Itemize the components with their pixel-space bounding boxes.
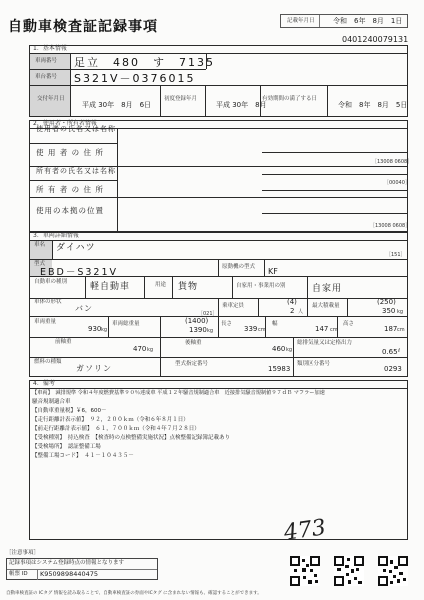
remark-line-1: 【車両】 減排規準 令和４年度燃費基準９０％達成車 平成１２年騒音規制適合車 近接排気騒音規制値９７ｄＢ マフラー加速 bbox=[32, 390, 325, 396]
issue-date-value: 令和 6年 8月 1日 bbox=[333, 17, 403, 25]
first-registration-value: 平成 30年 8月 bbox=[216, 101, 267, 109]
owner-name-code: ［00040］ bbox=[384, 180, 410, 186]
expiry-value: 令和 8年 8月 5日 bbox=[338, 101, 408, 109]
section1-header: 1．基本情報 bbox=[33, 45, 67, 52]
owner-name-label: 所有者の氏名又は名称 bbox=[36, 167, 116, 175]
weight-label: 車両重量 bbox=[34, 319, 57, 325]
maker-code: ［151］ bbox=[386, 252, 406, 258]
kind-label: 自動車の種別 bbox=[34, 279, 68, 285]
notes-ref-label: 帳票 ID bbox=[9, 571, 28, 577]
height-label: 高さ bbox=[343, 321, 355, 327]
remark-line-4: 【走行距離計表示値】 ９２，２００ｋｍ（令和６年８月１日） bbox=[32, 417, 189, 423]
weight-unit: kg bbox=[101, 327, 108, 333]
fuel-value: ガソリン bbox=[76, 364, 112, 373]
plate-label: 車両番号 bbox=[35, 58, 58, 64]
remark-line-7: 【受検場所】 認証整備工場 bbox=[32, 444, 101, 450]
category-label: 類別区分番号 bbox=[297, 361, 331, 367]
remark-line-6: 【受検種別】 持込検査 【検査時の点検整備実施状況】点検整備記録簿記載あり bbox=[32, 435, 231, 441]
gross-weight-value-2: 1390 bbox=[189, 326, 207, 334]
length-label: 長さ bbox=[221, 321, 233, 327]
qr-code-icon bbox=[334, 556, 364, 586]
designation-value: 15983 bbox=[268, 365, 291, 373]
front-axle-unit: kg bbox=[147, 347, 154, 353]
capacity-label: 乗車定員 bbox=[222, 303, 245, 309]
length-value: 339 bbox=[244, 325, 258, 333]
user-name-label: 使用者の氏名又は名称 bbox=[36, 125, 116, 133]
width-unit: cm bbox=[330, 327, 338, 333]
weight-value: 930 bbox=[88, 325, 102, 333]
footer-note: 自動車検査証の ICタグ 情報を読み取ることで、自動車検査証の券面やICタグ に含まれない情報も、確認することができます。 bbox=[6, 591, 262, 596]
fuel-label: 燃料の種類 bbox=[34, 359, 62, 365]
capacity-value-2: 2 bbox=[290, 307, 295, 315]
displacement-value: 0.65 bbox=[382, 348, 398, 356]
first-registration-label: 初度登録年月 bbox=[164, 96, 198, 102]
section3-header: 3．車両詳細情報 bbox=[33, 232, 79, 239]
width-label: 幅 bbox=[272, 321, 278, 327]
remark-line-2: 騒音規制適合車 bbox=[32, 399, 71, 405]
handwritten-number: 473 bbox=[282, 515, 328, 546]
remark-line-5: 【前走行距離計表示値】 ６１，７００ｋｍ（令和４年７月２８日） bbox=[32, 426, 200, 432]
section2-header: 2．使用者・所有者情報 bbox=[33, 120, 97, 127]
expiry-label: 有効期間の満了する日 bbox=[262, 96, 318, 102]
notes-text: 記録事項はシステム登録時点の情報となります bbox=[9, 560, 124, 566]
qr-code-icon bbox=[378, 556, 408, 586]
kind-value: 軽自動車 bbox=[90, 282, 131, 292]
chassis-value: S321V－0376015 bbox=[74, 72, 196, 85]
chassis-label: 車台番号 bbox=[35, 74, 58, 80]
capacity-unit: 人 bbox=[298, 309, 304, 315]
base-location-label: 使用の本拠の位置 bbox=[36, 206, 104, 215]
body-code: ［021］ bbox=[198, 311, 218, 317]
remark-line-3: 【自動車重量税】￥6，600－ bbox=[32, 408, 107, 414]
remarks-section bbox=[29, 380, 408, 540]
engine-label: 原動機の型式 bbox=[222, 264, 256, 270]
max-load-label: 最大積載量 bbox=[312, 303, 340, 309]
document-number: 0401240079131 bbox=[342, 35, 409, 44]
purpose-label: 自家用・事業用の別 bbox=[236, 283, 286, 289]
max-load-unit: kg bbox=[397, 309, 404, 315]
height-value: 187 bbox=[384, 325, 398, 333]
issue-date-box bbox=[280, 14, 408, 28]
use-label: 用途 bbox=[155, 282, 167, 288]
body-value: バン bbox=[75, 304, 93, 313]
category-value: 0293 bbox=[384, 365, 402, 373]
engine-value: KF bbox=[268, 267, 278, 276]
qr-code-icon bbox=[290, 556, 320, 586]
rear-axle-unit: kg bbox=[286, 347, 293, 353]
height-unit: cm bbox=[397, 327, 405, 333]
notes-ref-value: K9509898440475 bbox=[40, 570, 99, 578]
rear-axle-label: 後軸重 bbox=[185, 340, 202, 346]
notes-title: ［注意事項］ bbox=[6, 550, 40, 556]
use-value: 貨物 bbox=[178, 282, 199, 292]
remark-line-8: 【整備工場コード】 ４１－１０４３５－ bbox=[32, 453, 134, 459]
model-label: 型式 bbox=[34, 261, 46, 267]
length-unit: cm bbox=[258, 327, 266, 333]
issue-date-label: 記載年月日 bbox=[287, 18, 315, 24]
width-value: 147 bbox=[315, 325, 329, 333]
owner-address-label: 所 有 者 の 住 所 bbox=[36, 185, 104, 194]
displacement-unit: ℓ bbox=[398, 348, 401, 354]
base-location-code: ［13008 0608］ bbox=[370, 223, 411, 229]
max-load-value: (250) bbox=[377, 298, 396, 306]
plate-value: 足立 480 す 7135 bbox=[74, 56, 215, 69]
owner-info-section bbox=[29, 120, 411, 232]
user-address-label: 使 用 者 の 住 所 bbox=[36, 148, 104, 157]
issue-date-field-value: 平成 30年 8月 6日 bbox=[82, 101, 152, 109]
body-label: 車体の形状 bbox=[34, 299, 62, 305]
gross-weight-label: 車両総重量 bbox=[112, 321, 140, 327]
document-title: 自動車検査証記録事項 bbox=[8, 19, 158, 35]
capacity-value: (4) bbox=[287, 298, 297, 306]
front-axle-label: 前軸重 bbox=[55, 339, 72, 345]
gross-weight-value: (1400) bbox=[185, 317, 209, 325]
purpose-value: 自家用 bbox=[312, 284, 343, 294]
section4-header: 4．備考 bbox=[33, 380, 55, 387]
notes-box bbox=[6, 558, 158, 580]
gross-weight-unit: kg bbox=[207, 328, 214, 334]
issue-date-field-label: 交付年月日 bbox=[37, 96, 65, 102]
maker-value: ダイハツ bbox=[56, 243, 96, 253]
displacement-label: 総排気量又は定格出力 bbox=[297, 340, 353, 346]
front-axle-value: 470 bbox=[133, 345, 147, 353]
user-address-code: ［13008 0608］ bbox=[372, 159, 413, 165]
max-load-value-2: 350 bbox=[382, 307, 396, 315]
maker-label: 車名 bbox=[34, 242, 46, 248]
model-value: EBD－S321V bbox=[40, 267, 118, 278]
rear-axle-value: 460 bbox=[272, 345, 286, 353]
designation-label: 型式指定番号 bbox=[175, 361, 209, 367]
